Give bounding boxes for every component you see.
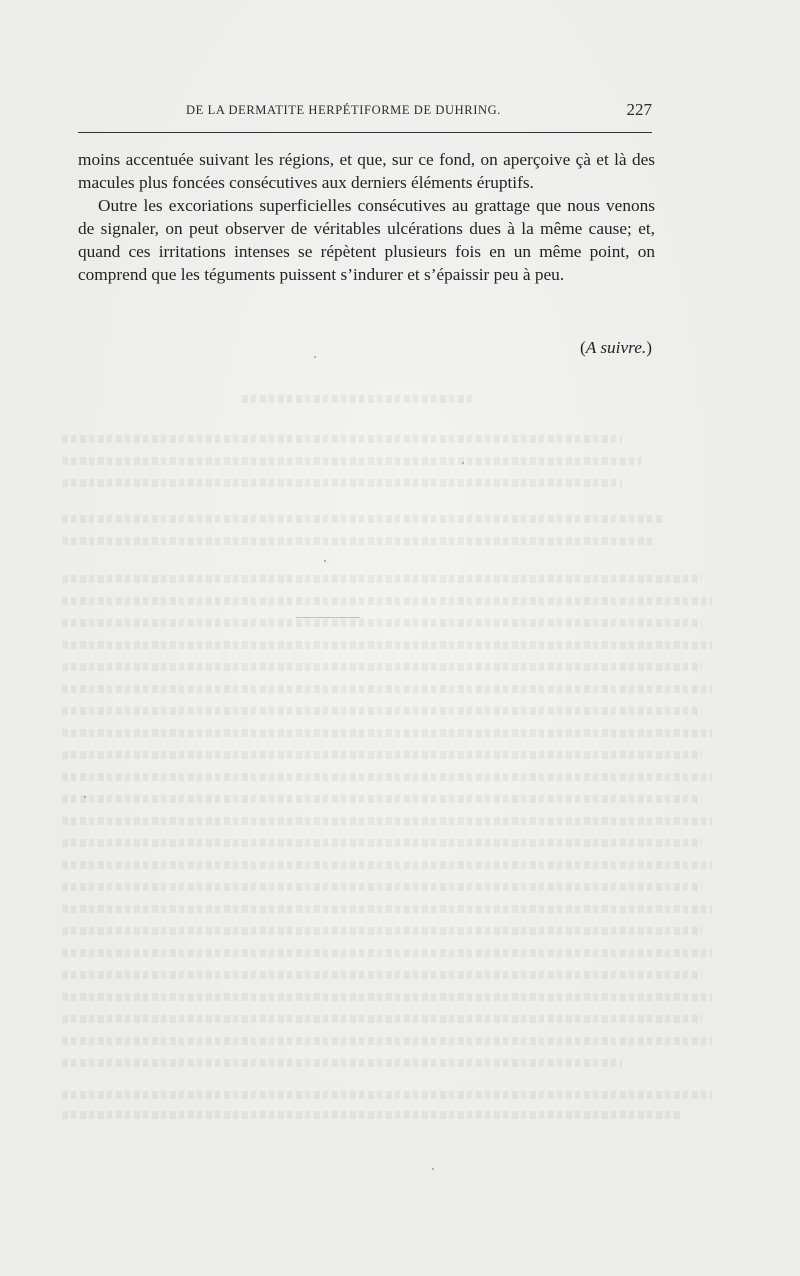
print-speck [462, 462, 464, 464]
page-number: 227 [626, 100, 652, 119]
body-text [78, 148, 655, 286]
print-speck [432, 1168, 434, 1170]
verso-short-rule [296, 617, 360, 618]
verso-show-through [62, 395, 762, 1115]
print-speck [84, 796, 86, 798]
print-speck [314, 356, 316, 358]
continuation-note [580, 338, 652, 358]
continuation-close-paren: ) [646, 338, 652, 357]
paragraph: moins accentuée suivant les régions, et que, sur ce fond, on aperçoive çà et là des macules plus foncées consécutives aux derniers éléments éruptifs. [78, 150, 655, 192]
running-title: DE LA DERMATITE HERPÉTIFORME DE DUHRING. [186, 103, 501, 117]
paragraph: Outre les excoriations superficielles consécutives au grattage que nous venons de signaler, on peut observer de véritables ulcérations dues à la même cause; et, quand ces irritations intenses se répètent plusieurs fois en un même point, on comprend que les téguments puissent s’indurer et s’épaissir peu à peu. [78, 196, 655, 284]
running-head [78, 100, 652, 123]
header-rule [78, 132, 652, 133]
continuation-open-paren: ( [579, 338, 586, 357]
print-speck [324, 560, 326, 562]
continuation-text: A suivre. [585, 338, 647, 357]
